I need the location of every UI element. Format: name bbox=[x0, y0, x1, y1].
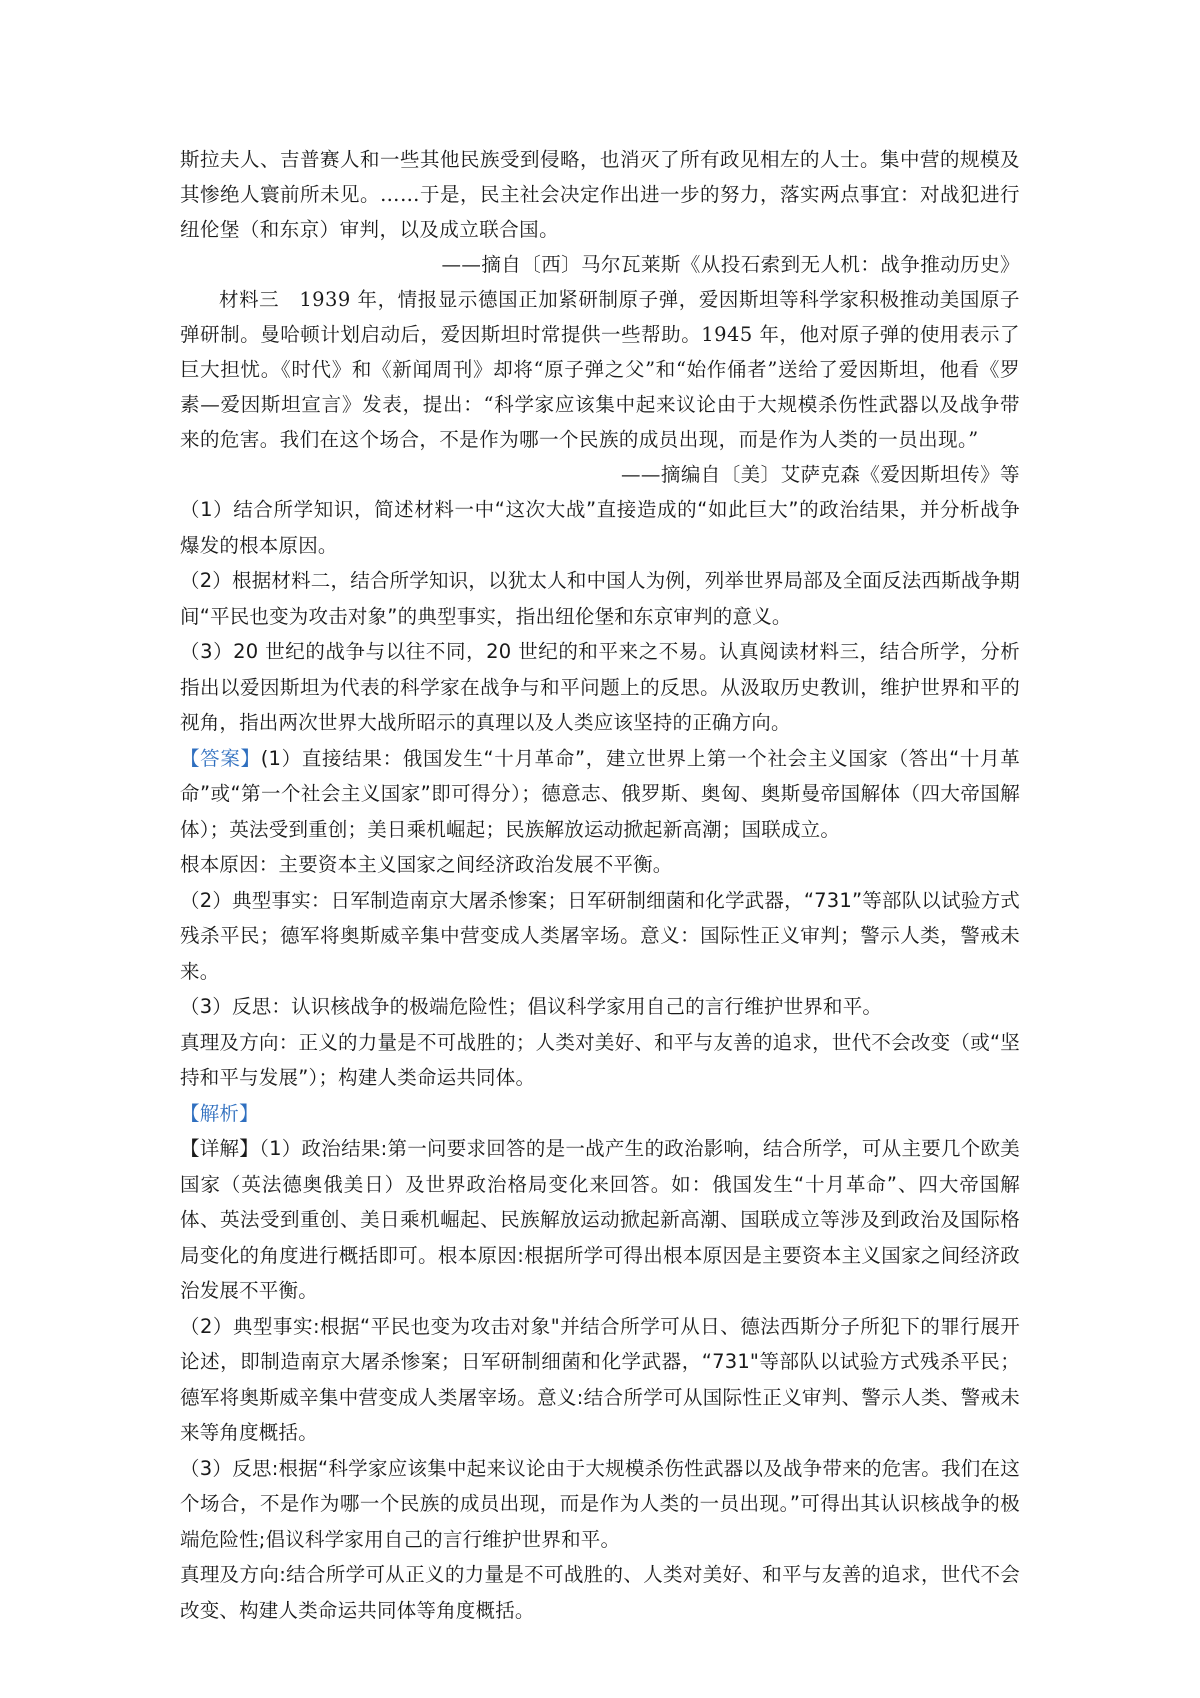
question-3: （3）20 世纪的战争与以往不同，20 世纪的和平来之不易。认真阅读材料三，结合所学，分析指出以爱因斯坦为代表的科学家在战争与和平问题上的反思。从汲取历史教训，维护世界和平的视角，指出两次世界大战所昭示的真理以及人类应该坚持的正确方向。 bbox=[180, 640, 1020, 734]
material-three-source: ——摘编自〔美〕艾萨克森《爱因斯坦传》等 bbox=[620, 463, 1020, 486]
detail-2: （2）典型事实:根据“平民也变为攻击对象"并结合所学可从日、德法西斯分子所犯下的罪行展开论述，即制造南京大屠杀惨案；日军研制细菌和化学武器，“731"等部队以试验方式残杀平民；德军将奥斯威辛集中营变成人类屠宰场。意义:结合所学可从国际性正义审判、警示人类、警戒未来等角度概括。 bbox=[180, 1314, 1020, 1444]
analysis-heading bbox=[180, 1096, 1020, 1132]
detail-1 bbox=[180, 1131, 1020, 1309]
answer-1 bbox=[180, 741, 1020, 848]
answer-3: （3）反思：认识核战争的极端危险性；倡议科学家用自己的言行维护世界和平。 bbox=[180, 995, 883, 1018]
material-two-tail: 斯拉夫人、吉普赛人和一些其他民族受到侵略，也消灭了所有政见相左的人士。集中营的规模及其惨绝人寰前所未见。……于是，民主社会决定作出进一步的努力，落实两点事宜：对战犯进行纽伦堡（和东京）审判，以及成立联合国。 bbox=[180, 148, 1020, 241]
question-2: （2）根据材料二，结合所学知识，以犹太人和中国人为例，列举世界局部及全面反法西斯战争期间“平民也变为攻击对象”的典型事实，指出纽伦堡和东京审判的意义。 bbox=[180, 569, 1021, 628]
detail-3-truth: 真理及方向:结合所学可从正义的力量是不可战胜的、人类对美好、和平与友善的追求，世代不会改变、构建人类命运共同体等角度概括。 bbox=[180, 1563, 1020, 1622]
answer-tag: 【答案】 bbox=[180, 746, 261, 770]
material-two-source: ——摘自〔西〕马尔瓦莱斯《从投石索到无人机：战争推动历史》 bbox=[441, 253, 1020, 276]
material-three: 材料三 1939 年，情报显示德国正加紧研制原子弹，爱因斯坦等科学家积极推动美国原子弹研制。曼哈顿计划启动后，爱因斯坦时常提供一些帮助。1945 年，他对原子弹的使用表示了巨大担忧。《时代》和《新闻周刊》却将“原子弹之父”和“始作俑者”送给了爱因斯坦，他看《罗素—爱因斯坦宣言》发表，提出：“科学家应该集中起来议论由于大规模杀伤性武器以及战争带来的危害。我们在这个场合，不是作为哪一个民族的成员出现，而是作为人类的一员出现。” bbox=[180, 288, 1020, 451]
analysis-tag: 【解析】 bbox=[180, 1101, 259, 1125]
answer-1-root-cause: 根本原因：主要资本主义国家之间经济政治发展不平衡。 bbox=[180, 853, 673, 876]
page-content bbox=[180, 142, 1020, 1628]
detail-tag: 【详解】 bbox=[180, 1137, 260, 1160]
question-1: （1）结合所学知识，简述材料一中“这次大战”直接造成的“如此巨大”的政治结果，并分析战争爆发的根本原因。 bbox=[180, 498, 1020, 557]
answer-2: （2）典型事实：日军制造南京大屠杀惨案；日军研制细菌和化学武器，“731”等部队以试验方式残杀平民；德军将奥斯威辛集中营变成人类屠宰场。意义：国际性正义审判；警示人类，警戒未来。 bbox=[180, 888, 1020, 983]
detail-3: （3）反思:根据“科学家应该集中起来议论由于大规模杀伤性武器以及战争带来的危害。我们在这个场合，不是作为哪一个民族的成员出现，而是作为人类的一员出现。”可得出其认识核战争的极端危险性;倡议科学家用自己的言行维护世界和平。 bbox=[180, 1456, 1020, 1551]
answer-3-truth: 真理及方向：正义的力量是不可战胜的；人类对美好、和平与友善的追求，世代不会改变（或“坚持和平与发展”）；构建人类命运共同体。 bbox=[180, 1030, 1020, 1089]
detail-1-text: （1）政治结果:第一问要求回答的是一战产生的政治影响，结合所学，可从主要几个欧美国家（英法德奥俄美日）及世界政治格局变化来回答。如：俄国发生“十月革命”、四大帝国解体、英法受到重创、美日乘机崛起、民族解放运动掀起新高潮、国联成立等涉及到政治及国际格局变化的角度进行概括即可。根本原因:根据所学可得出根本原因是主要资本主义国家之间经济政治发展不平衡。 bbox=[180, 1137, 1020, 1302]
answer-1-text: (1）直接结果：俄国发生“十月革命”，建立世界上第一个社会主义国家（答出“十月革命”或“第一个社会主义国家”即可得分）；德意志、俄罗斯、奥匈、奥斯曼帝国解体（四大帝国解体）；英法受到重创；美日乘机崛起；民族解放运动掀起新高潮；国联成立。 bbox=[180, 746, 1020, 841]
